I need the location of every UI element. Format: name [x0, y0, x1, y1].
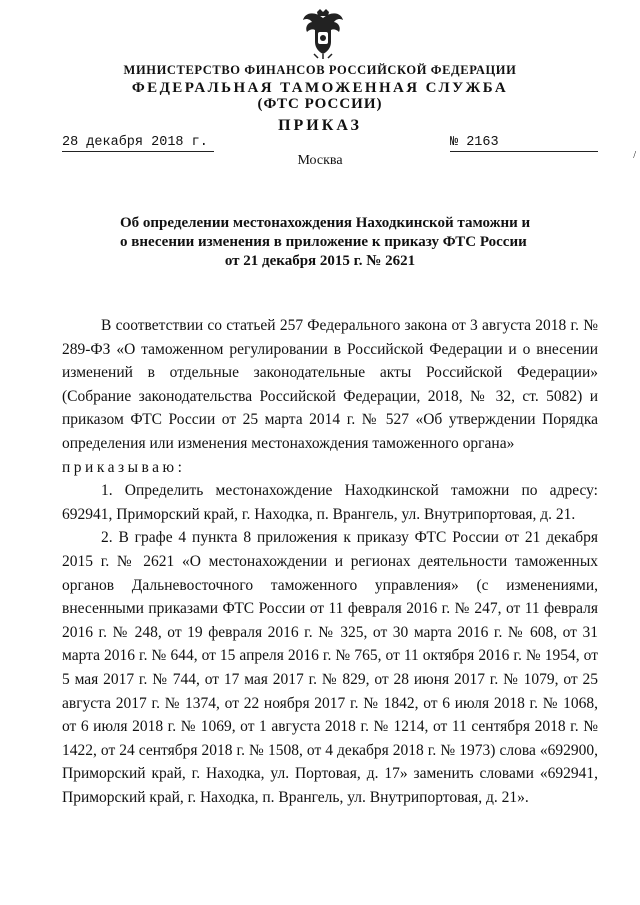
order-title — [120, 214, 531, 271]
document-type: ПРИКАЗ — [278, 117, 362, 134]
ministry-name: МИНИСТЕРСТВО ФИНАНСОВ РОССИЙСКОЙ ФЕДЕРАЦИИ — [123, 63, 517, 77]
service-abbreviation: (ФТС РОССИИ) — [257, 96, 383, 112]
title-line: Об определении местонахождения Находкинской таможни и — [120, 215, 531, 231]
title-line: от 21 декабря 2015 г. № 2621 — [224, 253, 416, 269]
order-number: № 2163 — [450, 135, 598, 152]
order-city: Москва — [297, 153, 343, 168]
coat-of-arms-icon — [300, 8, 346, 60]
margin-mark: / — [633, 150, 636, 161]
order-verb: приказываю: — [62, 458, 186, 476]
item-2-paragraph: 2. В графе 4 пункта 8 приложения к приказу ФТС России от 21 декабря 2015 г. № 2621 «О местонахождении и регионах деятельности таможенных органов Дальневосточного таможенного управления» (с изменениями, внесенными приказами ФТС России от 11 февраля 2016 г. № 247, от 11 февраля 2016 г. № 248, от 19 февраля 2016 г. № 325, от 30 марта 2016 г. № 608, от 31 марта 2016 г. № 644, от 15 апреля 2016 г. № 765, от 11 октября 2016 г. № 1954, от 5 мая 2017 г. № 744, от 17 мая 2017 г. № 829, от 28 июня 2017 г. № 1079, от 25 августа 2017 г. № 1374, от 22 ноября 2017 г. № 1842, от 6 июля 2018 г. № 1068, от 6 июля 2018 г. № 1069, от 1 августа 2018 г. № 1214, от 11 сентября 2018 г. № 1422, от 24 сентября 2018 г. № 1508, от 4 декабря 2018 г. № 1973) слова «692900, Приморский край, г. Находка, ул. Портовая, д. 17» заменить словами «692941, Приморский край, г. Находка, п. Врангель, ул. Внутрипортовая, д. 21». — [62, 529, 598, 806]
order-date: 28 декабря 2018 г. — [62, 135, 214, 152]
title-line: о внесении изменения в приложение к приказу ФТС России — [120, 234, 527, 250]
order-body — [62, 314, 598, 809]
item-1-paragraph: 1. Определить местонахождение Находкинской таможни по адресу: 692941, Приморский край, г. Находка, п. Врангель, ул. Внутрипортовая, д. 21. — [62, 482, 598, 523]
service-name: ФЕДЕРАЛЬНАЯ ТАМОЖЕННАЯ СЛУЖБА — [131, 80, 509, 96]
preamble-paragraph: В соответствии со статьей 257 Федерального закона от 3 августа 2018 г. № 289-ФЗ «О таможенном регулировании в Российской Федерации и о внесении изменений в отдельные законодательные акты Российской Федерации» (Собрание законодательства Российской Федерации, 2018, № 32, ст. 5082) и приказом ФТС России от 25 марта 2014 г. № 527 «Об утверждении Порядка определения или изменения местонахождения таможенного органа» — [62, 317, 598, 452]
